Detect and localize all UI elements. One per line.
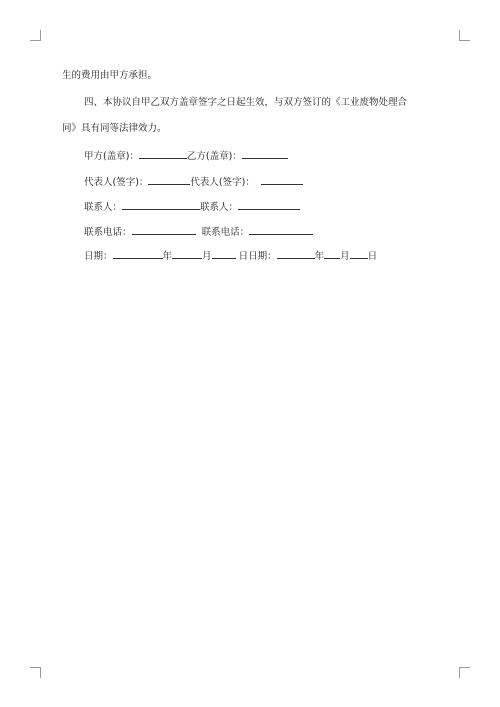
- party-a-seal-label: 甲方(盖章)：: [84, 151, 139, 162]
- party-a-seal-blank: [139, 148, 187, 159]
- party-b-seal-blank: [242, 148, 288, 159]
- phone-b-blank: [249, 224, 313, 235]
- date-a-day-blank: [212, 248, 236, 259]
- date-a-label: 日期：: [84, 251, 113, 262]
- rep-a-label: 代表人(签字)：: [84, 177, 149, 188]
- contact-b-blank: [238, 199, 300, 210]
- paragraph-4-line-2: 同》具有同等法律效力。: [62, 123, 167, 134]
- date-b-day: 日: [367, 251, 378, 262]
- phone-b-label: 联系电话：: [201, 227, 250, 238]
- phone-a-blank: [132, 224, 196, 235]
- date-a-year-blank: [113, 248, 163, 259]
- crop-mark-bottom-right: [459, 667, 470, 678]
- date-a-month-blank: [172, 248, 202, 259]
- rep-b-blank: [261, 174, 303, 185]
- contact-a-label: 联系人：: [84, 202, 123, 213]
- paragraph-3-tail: 生的费用由甲方承担。: [62, 70, 158, 81]
- rep-a-blank: [148, 174, 190, 185]
- date-row: [84, 248, 377, 263]
- paragraph-4-line-1: 四、本协议自甲乙双方盖章签字之日起生效，与双方签订的《工业废物处理合: [84, 97, 408, 108]
- contact-b-label: 联系人：: [200, 202, 239, 213]
- date-b-month: 月: [340, 251, 350, 262]
- date-b-day-blank: [350, 248, 368, 259]
- crop-mark-top-right: [459, 30, 470, 41]
- phone-row: [84, 224, 313, 239]
- phone-a-label: 联系电话：: [84, 227, 132, 238]
- rep-b-label: 代表人(签字)：: [190, 177, 255, 188]
- representative-row: [84, 174, 303, 189]
- date-b-year: 年: [314, 251, 325, 262]
- contact-row: [84, 199, 300, 214]
- date-a-year: 年: [162, 251, 173, 262]
- crop-mark-top-left: [30, 30, 41, 41]
- date-b-year-blank: [277, 248, 315, 259]
- date-a-day: 日: [238, 251, 249, 262]
- date-a-month: 月: [202, 251, 212, 262]
- date-b-month-blank: [324, 248, 340, 259]
- seal-row: [84, 148, 288, 163]
- contact-a-blank: [122, 199, 200, 210]
- crop-mark-bottom-left: [30, 667, 41, 678]
- date-b-label: 日期：: [248, 251, 277, 262]
- party-b-seal-label: 乙方(盖章)：: [186, 151, 242, 162]
